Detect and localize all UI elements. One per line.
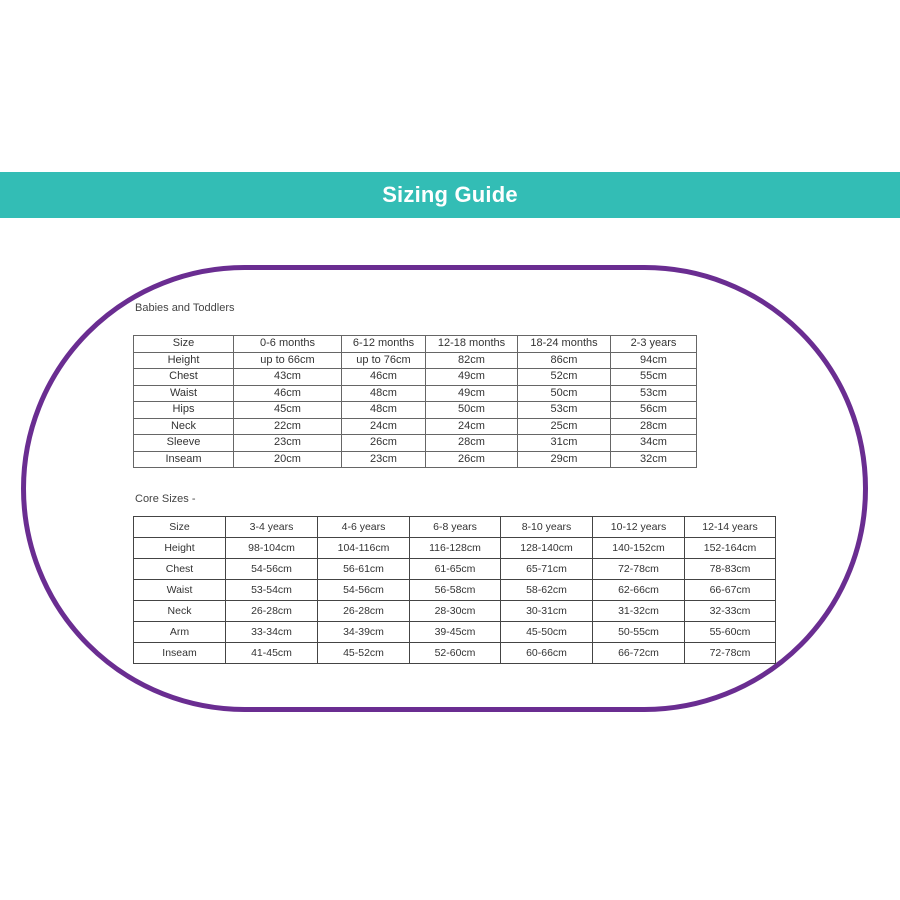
column-header: 0-6 months [234, 336, 342, 353]
row-label: Chest [134, 369, 234, 386]
column-header: Size [134, 336, 234, 353]
column-header: 4-6 years [318, 517, 410, 538]
table-cell: 41-45cm [226, 643, 318, 664]
table-cell: 140-152cm [593, 538, 685, 559]
table-cell: 49cm [426, 385, 518, 402]
row-label: Neck [134, 601, 226, 622]
table-row [134, 352, 697, 369]
table-cell: 50cm [426, 402, 518, 419]
babies-section-title: Babies and Toddlers [135, 302, 235, 314]
table-cell: 66-67cm [685, 580, 776, 601]
babies-table-body [134, 336, 697, 468]
row-label: Height [134, 538, 226, 559]
column-header: 12-18 months [426, 336, 518, 353]
table-row [134, 418, 697, 435]
table-cell: 98-104cm [226, 538, 318, 559]
row-label: Waist [134, 580, 226, 601]
core-size-table [133, 516, 776, 664]
core-table-body [134, 517, 776, 664]
row-label: Chest [134, 559, 226, 580]
table-row [134, 538, 776, 559]
table-row [134, 385, 697, 402]
table-cell: 86cm [518, 352, 611, 369]
table-cell: 104-116cm [318, 538, 410, 559]
core-section-title: Core Sizes - [135, 493, 196, 505]
babies-size-table [133, 335, 697, 468]
table-row [134, 643, 776, 664]
table-cell: 34-39cm [318, 622, 410, 643]
table-row [134, 580, 776, 601]
table-cell: 65-71cm [501, 559, 593, 580]
header-banner [0, 172, 900, 218]
table-row [134, 435, 697, 452]
table-cell: 46cm [342, 369, 426, 386]
table-cell: 45cm [234, 402, 342, 419]
row-label: Inseam [134, 643, 226, 664]
column-header: 18-24 months [518, 336, 611, 353]
table-row [134, 559, 776, 580]
table-row [134, 369, 697, 386]
table-cell: 45-52cm [318, 643, 410, 664]
table-cell: 53cm [518, 402, 611, 419]
table-cell: 26-28cm [318, 601, 410, 622]
table-cell: 48cm [342, 402, 426, 419]
row-label: Arm [134, 622, 226, 643]
table-cell: 56-61cm [318, 559, 410, 580]
table-cell: 28cm [611, 418, 697, 435]
table-cell: 54-56cm [226, 559, 318, 580]
row-label: Waist [134, 385, 234, 402]
table-cell: 39-45cm [410, 622, 501, 643]
table-cell: 56cm [611, 402, 697, 419]
table-row [134, 601, 776, 622]
table-cell: 50-55cm [593, 622, 685, 643]
table-cell: 24cm [342, 418, 426, 435]
table-cell: 32cm [611, 451, 697, 468]
table-cell: 48cm [342, 385, 426, 402]
table-cell: 128-140cm [501, 538, 593, 559]
table-cell: 23cm [234, 435, 342, 452]
table-cell: 66-72cm [593, 643, 685, 664]
table-cell: 55-60cm [685, 622, 776, 643]
column-header: 3-4 years [226, 517, 318, 538]
table-cell: 55cm [611, 369, 697, 386]
table-cell: 32-33cm [685, 601, 776, 622]
table-cell: 23cm [342, 451, 426, 468]
table-cell: 26cm [342, 435, 426, 452]
table-cell: 45-50cm [501, 622, 593, 643]
table-cell: up to 66cm [234, 352, 342, 369]
table-cell: 62-66cm [593, 580, 685, 601]
table-cell: 24cm [426, 418, 518, 435]
table-cell: 54-56cm [318, 580, 410, 601]
table-cell: 56-58cm [410, 580, 501, 601]
column-header: Size [134, 517, 226, 538]
table-cell: up to 76cm [342, 352, 426, 369]
table-cell: 72-78cm [593, 559, 685, 580]
column-header: 6-8 years [410, 517, 501, 538]
row-label: Inseam [134, 451, 234, 468]
table-header-row [134, 517, 776, 538]
table-cell: 72-78cm [685, 643, 776, 664]
table-cell: 20cm [234, 451, 342, 468]
table-cell: 25cm [518, 418, 611, 435]
page-title: Sizing Guide [382, 182, 518, 207]
table-cell: 26cm [426, 451, 518, 468]
table-cell: 31-32cm [593, 601, 685, 622]
table-cell: 28-30cm [410, 601, 501, 622]
table-cell: 30-31cm [501, 601, 593, 622]
column-header: 12-14 years [685, 517, 776, 538]
table-cell: 152-164cm [685, 538, 776, 559]
table-cell: 46cm [234, 385, 342, 402]
table-cell: 49cm [426, 369, 518, 386]
table-cell: 61-65cm [410, 559, 501, 580]
table-cell: 31cm [518, 435, 611, 452]
table-cell: 33-34cm [226, 622, 318, 643]
table-cell: 78-83cm [685, 559, 776, 580]
table-cell: 50cm [518, 385, 611, 402]
column-header: 2-3 years [611, 336, 697, 353]
table-cell: 58-62cm [501, 580, 593, 601]
table-row [134, 451, 697, 468]
table-cell: 22cm [234, 418, 342, 435]
table-cell: 52cm [518, 369, 611, 386]
column-header: 8-10 years [501, 517, 593, 538]
table-cell: 94cm [611, 352, 697, 369]
table-cell: 52-60cm [410, 643, 501, 664]
table-cell: 34cm [611, 435, 697, 452]
column-header: 10-12 years [593, 517, 685, 538]
table-cell: 82cm [426, 352, 518, 369]
row-label: Height [134, 352, 234, 369]
table-cell: 28cm [426, 435, 518, 452]
table-cell: 53cm [611, 385, 697, 402]
table-cell: 116-128cm [410, 538, 501, 559]
row-label: Sleeve [134, 435, 234, 452]
table-row [134, 402, 697, 419]
table-row [134, 622, 776, 643]
row-label: Hips [134, 402, 234, 419]
table-cell: 53-54cm [226, 580, 318, 601]
table-cell: 26-28cm [226, 601, 318, 622]
table-cell: 29cm [518, 451, 611, 468]
table-cell: 60-66cm [501, 643, 593, 664]
table-cell: 43cm [234, 369, 342, 386]
row-label: Neck [134, 418, 234, 435]
table-header-row [134, 336, 697, 353]
column-header: 6-12 months [342, 336, 426, 353]
